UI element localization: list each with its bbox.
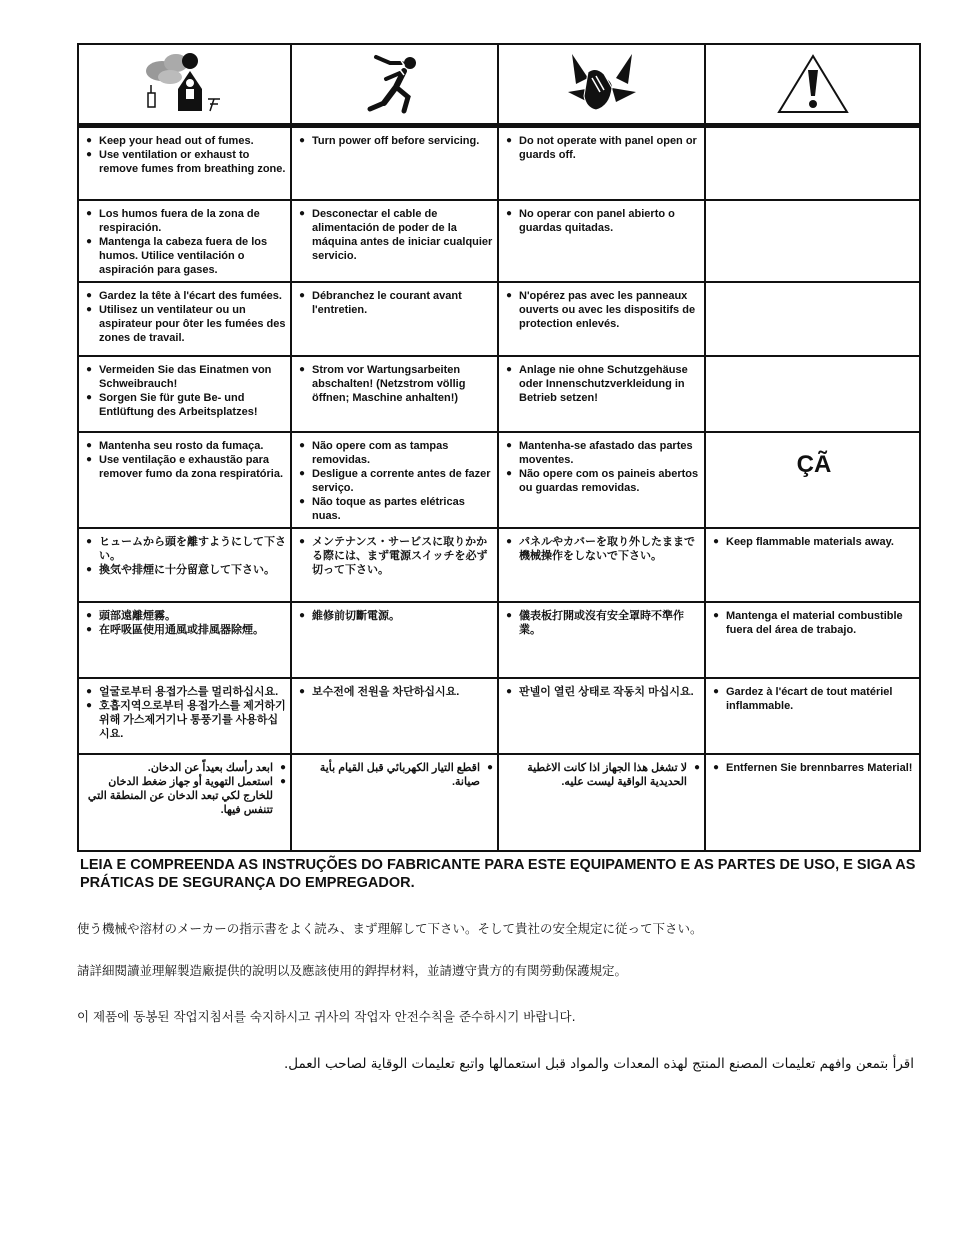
cell-shock-ar xyxy=(291,754,498,851)
cell-fumes-es xyxy=(78,200,291,282)
cell-shock-de xyxy=(291,356,498,432)
bullet: ● Não opere com as tampas removidas. xyxy=(299,439,493,467)
cell-warn-de xyxy=(705,356,920,432)
bullet: ● Sorgen Sie für gute Be- und Entlüftung des Arbeitsplatzes! xyxy=(86,391,286,419)
bullet: ● 換気や排煙に十分留意して下さい。 xyxy=(86,563,286,577)
cell-moving-de xyxy=(498,356,705,432)
bullet: ● 호흡지역으로부터 용접가스를 제거하기 위해 가스제거기나 통풍기를 사용하십시요. xyxy=(86,699,286,741)
row-pt xyxy=(78,432,920,528)
bullet: ● Mantenga la cabeza fuera de los humos. Utilice ventilación o aspiración para gases. xyxy=(86,235,286,277)
bullet: ● ابعد رأسك بعيداً عن الدخان. xyxy=(86,761,286,775)
instruction-ja: 使う機械や溶材のメーカーの指示書をよく読み、まず理解して下さい。そして貴社の安全規定に従って下さい。 xyxy=(77,921,703,936)
cell-fumes-ar xyxy=(78,754,291,851)
bullet: ● Desconectar el cable de alimentación de poder de la máquina antes de iniciar cualquier servicio. xyxy=(299,207,493,263)
cell-moving-ko xyxy=(498,678,705,754)
bullet: ● パネルやカバーを取り外したままで機械操作をしないで下さい。 xyxy=(506,535,700,563)
portuguese-label: ÇÃ xyxy=(796,450,832,478)
row-ja xyxy=(78,528,920,602)
bullet: ● Desligue a corrente antes de fazer serviço. xyxy=(299,467,493,495)
bullet: ● 얼굴로부터 용접가스를 멀리하십시요. xyxy=(86,685,286,699)
bullet: ● 보수전에 전원을 차단하십시요. xyxy=(299,685,493,699)
instruction-pt: LEIA E COMPREENDA AS INSTRUÇÕES DO FABRICANTE PARA ESTE EQUIPAMENTO E AS PARTES DE USO, E SIGA AS PRÁTICAS DE SEGURANÇA DO EMPREGADOR. xyxy=(80,857,916,891)
cell-fumes-ja xyxy=(78,528,291,602)
row-en xyxy=(78,126,920,200)
bullet: ● Do not operate with panel open or guards off. xyxy=(506,134,700,162)
cell-warn-en-flammable xyxy=(705,528,920,602)
bullet: ● Débranchez le courant avant l'entretien. xyxy=(299,289,493,317)
cell-shock-en xyxy=(291,126,498,200)
cell-fumes-de xyxy=(78,356,291,432)
fumes-icon-cell xyxy=(78,44,291,126)
bullet: ● Anlage nie ohne Schutzgehäuse oder Innenschutzverkleidung in Betrieb setzen! xyxy=(506,363,700,405)
icon-row xyxy=(78,44,920,126)
bullet: ● Strom vor Wartungsarbeiten abschalten! (Netzstrom völlig öffnen; Maschine anhalten!) xyxy=(299,363,493,405)
row-ar xyxy=(78,754,920,851)
cell-shock-fr xyxy=(291,282,498,356)
cell-fumes-zh xyxy=(78,602,291,678)
row-fr xyxy=(78,282,920,356)
bullet: ● 판넬이 열린 상태로 작동치 마십시요. xyxy=(506,685,700,699)
cell-warn-es-flammable xyxy=(705,602,920,678)
cell-moving-zh xyxy=(498,602,705,678)
cell-warn-fr xyxy=(705,282,920,356)
row-zh xyxy=(78,602,920,678)
cell-moving-ar xyxy=(498,754,705,851)
cell-warn-en xyxy=(705,126,920,200)
instruction-zh: 請詳細閱讀並理解製造廠提供的說明以及應該使用的銲捍材料，並請遵守貴方的有関勞動保護規定。 xyxy=(77,963,628,978)
row-ko xyxy=(78,678,920,754)
cell-fumes-pt xyxy=(78,432,291,528)
instruction-ar: اقرأ بتمعن وافهم تعليمات المصنع المنتج لهذه المعدات والمواد قبل استعمالها واتبع تعليمات الوقاية لصاحب العمل. xyxy=(283,1056,914,1072)
cell-moving-ja xyxy=(498,528,705,602)
bullet: ● لا تشغل هذا الجهاز اذا كانت الاغطية الحديدية الواقية ليست عليه. xyxy=(506,761,700,789)
bullet: ● Mantenha-se afastado das partes moventes. xyxy=(506,439,700,467)
bullet: ● 儀表板打開或沒有安全罩時不準作業。 xyxy=(506,609,700,637)
moving-parts-icon-cell xyxy=(498,44,705,126)
row-es xyxy=(78,200,920,282)
bullet: ● استعمل التهوية أو جهاز ضغط الدخان للخارج لكي تبعد الدخان عن المنطقة التي تتنفس فيها. xyxy=(86,775,286,817)
cell-warn-es xyxy=(705,200,920,282)
warning-icon-cell xyxy=(705,44,920,126)
cell-fumes-en xyxy=(78,126,291,200)
bullet: ● メンテナンス・サービスに取りかかる際には、まず電源スイッチを必ず切って下さい。 xyxy=(299,535,493,577)
safety-warning-table xyxy=(77,43,921,852)
warning-triangle-icon xyxy=(775,52,851,116)
row-de xyxy=(78,356,920,432)
cell-fumes-ko xyxy=(78,678,291,754)
cell-shock-pt xyxy=(291,432,498,528)
bullet: ● Entfernen Sie brennbarres Material! xyxy=(713,761,915,775)
bullet: ● Keep your head out of fumes. xyxy=(86,134,286,148)
bullet: ● Turn power off before servicing. xyxy=(299,134,493,148)
cell-warn-pt xyxy=(705,432,920,528)
electric-shock-icon xyxy=(360,49,430,119)
cell-shock-ko xyxy=(291,678,498,754)
shock-icon-cell xyxy=(291,44,498,126)
bullet: ● Gardez la tête à l'écart des fumées. xyxy=(86,289,286,303)
bullet: ● 維修前切斷電源。 xyxy=(299,609,493,623)
bullet: ● Use ventilation or exhaust to remove fumes from breathing zone. xyxy=(86,148,286,176)
bullet: ● 頭部遠離煙霧。 xyxy=(86,609,286,623)
cell-moving-es xyxy=(498,200,705,282)
instruction-ko: 이 제품에 동봉된 작업지침서를 숙지하시고 귀사의 작업자 안전수칙을 준수하시기 바랍니다. xyxy=(77,1009,576,1024)
bullet: ● Mantenha seu rosto da fumaça. xyxy=(86,439,286,453)
cell-shock-es xyxy=(291,200,498,282)
cell-moving-fr xyxy=(498,282,705,356)
bullet: ● Los humos fuera de la zona de respiración. xyxy=(86,207,286,235)
cell-warn-de-flammable xyxy=(705,754,920,851)
bullet: ● Não opere com os paineis abertos ou guardas removidas. xyxy=(506,467,700,495)
bullet: ● اقطع التيار الكهربائي قبل القيام بأية صيانة. xyxy=(299,761,493,789)
bullet: ● Não toque as partes elétricas nuas. xyxy=(299,495,493,523)
bullet: ● ヒュームから頭を離すようにして下さい。 xyxy=(86,535,286,563)
bullet: ● No operar con panel abierto o guardas quitadas. xyxy=(506,207,700,235)
bullet: ● Gardez à l'écart de tout matériel inflammable. xyxy=(713,685,915,713)
cell-fumes-fr xyxy=(78,282,291,356)
cell-shock-ja xyxy=(291,528,498,602)
bullet: ● Keep flammable materials away. xyxy=(713,535,915,549)
cell-shock-zh xyxy=(291,602,498,678)
fumes-icon xyxy=(140,49,230,119)
bullet: ● 在呼吸區使用通風或排風器除煙。 xyxy=(86,623,286,637)
bullet: ● Mantenga el material combustible fuera del área de trabajo. xyxy=(713,609,915,637)
cell-moving-pt xyxy=(498,432,705,528)
bullet: ● Utilisez un ventilateur ou un aspirateur pour ôter les fumées des zones de travail. xyxy=(86,303,286,345)
bullet: ● Vermeiden Sie das Einatmen von Schweibrauch! xyxy=(86,363,286,391)
cell-warn-fr-flammable xyxy=(705,678,920,754)
bullet: ● N'opérez pas avec les panneaux ouverts ou avec les dispositifs de protection enlevés. xyxy=(506,289,700,331)
bullet: ● Use ventilação e exhaustão para remover fumo da zona respiratória. xyxy=(86,453,286,481)
moving-parts-icon xyxy=(562,48,642,120)
cell-moving-en xyxy=(498,126,705,200)
